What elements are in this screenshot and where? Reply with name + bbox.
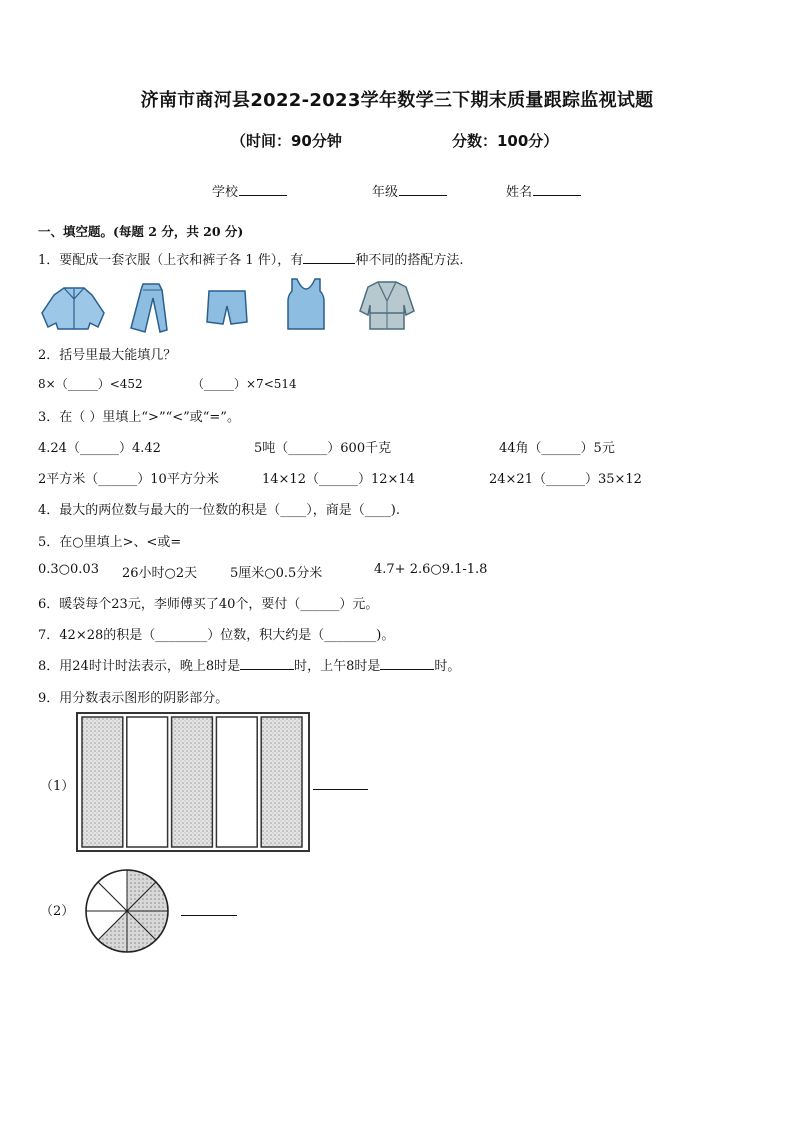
- question-5-item1: 0.3○0.03: [38, 562, 99, 577]
- figure-2-label: （2）: [40, 904, 75, 919]
- time-label: （时间：90分钟: [231, 132, 342, 150]
- question-8: 8．用24时计时法表示，晚上8时是 时，上午8时是 时。: [38, 659, 461, 674]
- school-field: 学校: [212, 181, 287, 200]
- question-2a: 8×（_____）<452: [38, 377, 143, 391]
- question-2: 2．括号里最大能填几？: [38, 348, 177, 363]
- answer-line-2: [181, 915, 237, 916]
- circle-figure: [82, 866, 172, 956]
- question-5-item4: 4.7+ 2.6○9.1-1.8: [374, 562, 488, 577]
- figure-1-label: （1）: [40, 779, 75, 794]
- question-5-item3: 5厘米○0.5分米: [230, 566, 323, 581]
- question-5: 5．在○里填上>、<或=: [38, 535, 182, 550]
- question-7: 7．42×28的积是（________）位数，积大约是（________)。: [38, 628, 395, 643]
- jacket-icon: [38, 283, 110, 333]
- page-title: 济南市商河县2022-2023学年数学三下期末质量跟踪监视试题: [140, 90, 654, 111]
- shaded-strip: [172, 717, 213, 847]
- question-3-r2c2: 14×12（______）12×14: [262, 472, 415, 487]
- section-heading: 一、填空题。(每题 2 分，共 20 分): [38, 224, 244, 239]
- blank-strip: [127, 717, 168, 847]
- strips-figure: [74, 710, 316, 856]
- question-4: 4．最大的两位数与最大的一位数的积是（____），商是（____).: [38, 503, 400, 518]
- answer-line-1: [313, 789, 368, 790]
- shaded-strip: [82, 717, 123, 847]
- blank-strip: [216, 717, 257, 847]
- question-2b: （_____）×7<514: [192, 377, 297, 391]
- question-3-r1c3: 44角（______）5元: [499, 441, 615, 456]
- grade-field: 年级: [372, 181, 447, 200]
- question-3: 3．在（ ）里填上“>”“<”或“=”。: [38, 410, 240, 425]
- question-5-item2: 26小时○2天: [122, 566, 198, 581]
- vest-icon: [286, 277, 326, 333]
- question-3-r1c2: 5吨（______）600千克: [254, 441, 392, 456]
- coat-icon: [356, 279, 418, 333]
- shorts-icon: [205, 288, 249, 328]
- trousers-icon: [127, 282, 169, 334]
- score-label: 分数：100分）: [452, 132, 559, 150]
- question-3-r2c1: 2平方米（______）10平方分米: [38, 472, 219, 487]
- question-3-r2c3: 24×21（______）35×12: [489, 472, 642, 487]
- shaded-strip: [261, 717, 302, 847]
- question-3-r1c1: 4.24（______）4.42: [38, 441, 161, 456]
- name-field: 姓名: [506, 181, 581, 200]
- question-6: 6．暖袋每个23元，李师傅买了40个，要付（______）元。: [38, 597, 379, 612]
- question-1: 1．要配成一套衣服（上衣和裤子各 1 件），有 种不同的搭配方法.: [38, 253, 464, 268]
- question-9: 9．用分数表示图形的阴影部分。: [38, 691, 229, 706]
